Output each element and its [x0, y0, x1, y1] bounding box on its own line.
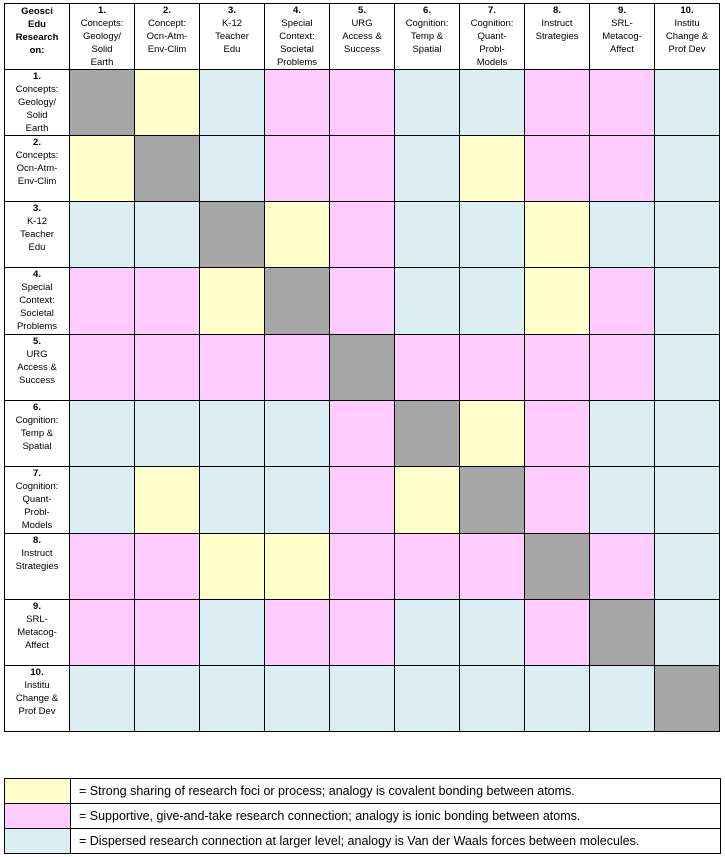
row-header-7	[5, 467, 70, 534]
matrix-cell-support	[135, 534, 200, 600]
matrix-cell-diag	[460, 467, 525, 534]
header-row	[5, 4, 720, 70]
column-header-label-line: Concept:	[147, 18, 187, 29]
column-header-label-line: Solid	[91, 44, 113, 55]
matrix-cell-disp	[655, 202, 720, 268]
legend-row	[5, 804, 721, 829]
column-header-number: 3.	[228, 5, 236, 16]
matrix-cell-disp	[70, 401, 135, 467]
matrix-cell-support	[525, 136, 590, 202]
legend-text-strong: = Strong sharing of research foci or process; analogy is covalent bonding between atoms.	[71, 779, 721, 804]
matrix-cell-disp	[655, 600, 720, 666]
matrix-row	[5, 70, 720, 136]
matrix-cell-disp	[655, 335, 720, 401]
matrix-cell-support	[265, 136, 330, 202]
matrix-cell-disp	[460, 202, 525, 268]
matrix-cell-diag	[395, 401, 460, 467]
matrix-cell-disp	[460, 268, 525, 335]
row-header-label-line: Spatial	[22, 441, 52, 452]
matrix-cell-disp	[135, 401, 200, 467]
matrix-cell-diag	[330, 335, 395, 401]
matrix-cell-disp	[460, 666, 525, 732]
corner-title-line: Edu	[28, 19, 46, 30]
row-header-label-line: Institu	[24, 680, 50, 691]
matrix-cell-diag	[265, 268, 330, 335]
matrix-cell-disp	[135, 666, 200, 732]
matrix-row	[5, 534, 720, 600]
legend-row	[5, 829, 721, 854]
column-header-label-line: Edu	[223, 44, 241, 55]
row-header-number: 3.	[33, 203, 41, 214]
column-header-5	[330, 4, 395, 70]
matrix-cell-disp	[655, 401, 720, 467]
column-header-label-line: Ocn-Atm-	[146, 31, 188, 42]
matrix-cell-support	[265, 70, 330, 136]
matrix-cell-support	[265, 335, 330, 401]
matrix-cell-disp	[590, 666, 655, 732]
column-header-label-line: Temp &	[410, 31, 444, 42]
matrix-cell-support	[330, 202, 395, 268]
column-header-label-line: Concepts:	[80, 18, 124, 29]
matrix-cell-disp	[200, 467, 265, 534]
matrix-cell-support	[330, 534, 395, 600]
row-header-label-line: Strategies	[15, 561, 59, 572]
row-header-label-line: Teacher	[20, 229, 54, 240]
matrix-cell-diag	[590, 600, 655, 666]
row-header-label-line: Success	[19, 375, 55, 386]
matrix-cell-support	[70, 335, 135, 401]
row-header-label-line: URG	[26, 349, 48, 360]
matrix-cell-disp	[135, 202, 200, 268]
column-header-label-line: Special	[281, 18, 313, 29]
matrix-cell-disp	[395, 666, 460, 732]
row-header-number: 10.	[30, 667, 44, 678]
row-header-label-line: Cognition:	[15, 481, 59, 492]
row-header-label-line: SRL-	[26, 614, 48, 625]
corner-title	[5, 4, 70, 70]
column-header-8	[525, 4, 590, 70]
column-header-label-line: Instruct	[541, 18, 573, 29]
matrix-cell-disp	[395, 202, 460, 268]
matrix-cell-disp	[590, 202, 655, 268]
row-header-9	[5, 600, 70, 666]
column-header-4	[265, 4, 330, 70]
matrix-cell-support	[395, 335, 460, 401]
column-header-label-line: Cognition:	[405, 18, 449, 29]
row-header-label-line: Ocn-Atm-	[16, 163, 58, 174]
matrix-cell-disp	[395, 268, 460, 335]
row-header-label-line: Context:	[19, 295, 55, 306]
matrix-cell-support	[590, 70, 655, 136]
matrix-row	[5, 335, 720, 401]
matrix-cell-strong	[200, 534, 265, 600]
column-header-label-line: Prof Dev	[668, 44, 706, 55]
matrix-cell-disp	[590, 467, 655, 534]
row-header-label-line: Instruct	[21, 548, 53, 559]
row-header-10	[5, 666, 70, 732]
column-header-label-line: SRL-	[611, 18, 633, 29]
column-header-3	[200, 4, 265, 70]
row-header-number: 1.	[33, 71, 41, 82]
column-header-number: 1.	[98, 5, 106, 16]
column-header-label-line: Env-Clim	[147, 44, 187, 55]
matrix-cell-disp	[330, 666, 395, 732]
matrix-cell-diag	[135, 136, 200, 202]
row-header-label-line: Edu	[28, 242, 46, 253]
matrix-cell-disp	[655, 70, 720, 136]
row-header-label-line: Solid	[26, 110, 48, 121]
row-header-number: 7.	[33, 468, 41, 479]
matrix-cell-support	[135, 600, 200, 666]
column-header-label-line: Quant-	[477, 31, 507, 42]
row-header-label-line: Probl-	[24, 507, 50, 518]
matrix-cell-disp	[70, 202, 135, 268]
matrix-cell-disp	[200, 70, 265, 136]
matrix-cell-disp	[655, 467, 720, 534]
matrix-cell-support	[330, 401, 395, 467]
column-header-label-line: Models	[476, 57, 508, 68]
row-header-4	[5, 268, 70, 335]
column-header-2	[135, 4, 200, 70]
row-header-label-line: K-12	[26, 216, 48, 227]
column-header-label-line: Societal	[280, 44, 314, 55]
column-header-label-line: Teacher	[215, 31, 249, 42]
color-legend	[4, 778, 721, 854]
matrix-row	[5, 401, 720, 467]
row-header-3	[5, 202, 70, 268]
matrix-cell-support	[265, 600, 330, 666]
matrix-cell-strong	[460, 136, 525, 202]
column-header-number: 9.	[618, 5, 626, 16]
column-header-number: 5.	[358, 5, 366, 16]
row-header-number: 2.	[33, 137, 41, 148]
research-matrix-table	[4, 3, 720, 732]
matrix-cell-support	[590, 268, 655, 335]
matrix-cell-disp	[655, 268, 720, 335]
column-header-7	[460, 4, 525, 70]
row-header-label-line: Concepts:	[15, 150, 59, 161]
matrix-cell-disp	[395, 136, 460, 202]
row-header-number: 9.	[33, 601, 41, 612]
corner-title-line: Geosci	[21, 6, 53, 17]
matrix-cell-disp	[200, 401, 265, 467]
matrix-cell-support	[330, 467, 395, 534]
column-header-number: 7.	[488, 5, 496, 16]
matrix-cell-support	[330, 136, 395, 202]
legend-swatch-disp	[5, 829, 71, 854]
matrix-cell-support	[460, 534, 525, 600]
matrix-cell-support	[200, 335, 265, 401]
row-header-number: 4.	[33, 269, 41, 280]
matrix-cell-disp	[70, 666, 135, 732]
column-header-label-line: Access &	[342, 31, 382, 42]
matrix-cell-disp	[265, 467, 330, 534]
row-header-label-line: Models	[21, 520, 53, 531]
matrix-cell-strong	[200, 268, 265, 335]
column-header-number: 6.	[423, 5, 431, 16]
column-header-label-line: Spatial	[412, 44, 442, 55]
legend-text-support: = Supportive, give-and-take research connection; analogy is ionic bonding between atoms.	[71, 804, 721, 829]
column-header-6	[395, 4, 460, 70]
column-header-number: 10.	[680, 5, 694, 16]
matrix-cell-disp	[460, 600, 525, 666]
column-header-number: 8.	[553, 5, 561, 16]
matrix-cell-support	[460, 335, 525, 401]
legend-text-disp: = Dispersed research connection at larger level; analogy is Van der Waals forces between molecules.	[71, 829, 721, 854]
legend-swatch-support	[5, 804, 71, 829]
matrix-cell-disp	[395, 600, 460, 666]
column-header-label-line: Context:	[279, 31, 315, 42]
column-header-label-line: Earth	[90, 57, 114, 68]
row-header-label-line: Earth	[25, 123, 49, 134]
column-header-label-line: Problems	[276, 57, 318, 68]
column-header-label-line: Cognition:	[470, 18, 514, 29]
column-header-label-line: Geology/	[82, 31, 122, 42]
row-header-label-line: Problems	[16, 321, 58, 332]
row-header-label-line: Societal	[20, 308, 54, 319]
row-header-label-line: Metacog-	[17, 627, 57, 638]
matrix-cell-disp	[655, 534, 720, 600]
row-header-label-line: Affect	[24, 640, 50, 651]
matrix-cell-support	[525, 600, 590, 666]
matrix-cell-disp	[265, 401, 330, 467]
column-header-10	[655, 4, 720, 70]
matrix-cell-strong	[525, 202, 590, 268]
matrix-cell-diag	[70, 70, 135, 136]
matrix-cell-disp	[460, 70, 525, 136]
row-header-label-line: Geology/	[17, 97, 57, 108]
column-header-number: 4.	[293, 5, 301, 16]
row-header-number: 6.	[33, 402, 41, 413]
matrix-cell-strong	[70, 136, 135, 202]
row-header-label-line: Env-Clim	[17, 176, 57, 187]
column-header-label-line: Change &	[665, 31, 709, 42]
column-header-9	[590, 4, 655, 70]
column-header-label-line: Institu	[674, 18, 700, 29]
matrix-cell-support	[525, 70, 590, 136]
matrix-row	[5, 666, 720, 732]
matrix-cell-disp	[655, 136, 720, 202]
matrix-cell-strong	[395, 467, 460, 534]
legend-row	[5, 779, 721, 804]
matrix-cell-disp	[200, 136, 265, 202]
matrix-cell-disp	[70, 467, 135, 534]
matrix-cell-strong	[265, 202, 330, 268]
column-header-label-line: Success	[344, 44, 380, 55]
matrix-cell-support	[135, 335, 200, 401]
matrix-cell-support	[525, 401, 590, 467]
column-header-1	[70, 4, 135, 70]
matrix-cell-diag	[525, 534, 590, 600]
matrix-cell-support	[330, 600, 395, 666]
row-header-label-line: Special	[21, 282, 53, 293]
matrix-cell-support	[70, 534, 135, 600]
matrix-row	[5, 202, 720, 268]
row-header-6	[5, 401, 70, 467]
column-header-label-line: Probl-	[479, 44, 505, 55]
row-header-5	[5, 335, 70, 401]
row-header-label-line: Cognition:	[15, 415, 59, 426]
matrix-cell-support	[590, 136, 655, 202]
matrix-cell-strong	[135, 467, 200, 534]
column-header-label-line: Strategies	[535, 31, 579, 42]
column-header-label-line: Affect	[609, 44, 635, 55]
row-header-number: 5.	[33, 336, 41, 347]
row-header-number: 8.	[33, 535, 41, 546]
matrix-row	[5, 136, 720, 202]
matrix-cell-support	[330, 70, 395, 136]
row-header-label-line: Quant-	[22, 494, 52, 505]
matrix-cell-support	[135, 268, 200, 335]
matrix-cell-strong	[265, 534, 330, 600]
row-header-label-line: Change &	[15, 693, 59, 704]
matrix-cell-support	[70, 268, 135, 335]
matrix-cell-disp	[525, 666, 590, 732]
matrix-cell-disp	[590, 401, 655, 467]
matrix-cell-support	[590, 335, 655, 401]
matrix-cell-support	[70, 600, 135, 666]
matrix-row	[5, 600, 720, 666]
column-header-number: 2.	[163, 5, 171, 16]
matrix-cell-strong	[460, 401, 525, 467]
matrix-cell-disp	[265, 666, 330, 732]
matrix-cell-support	[525, 335, 590, 401]
matrix-cell-diag	[200, 202, 265, 268]
matrix-cell-disp	[200, 600, 265, 666]
matrix-row	[5, 467, 720, 534]
row-header-8	[5, 534, 70, 600]
matrix-cell-diag	[655, 666, 720, 732]
column-header-label-line: Metacog-	[602, 31, 642, 42]
legend-swatch-strong	[5, 779, 71, 804]
column-header-label-line: URG	[351, 18, 373, 29]
matrix-row	[5, 268, 720, 335]
row-header-label-line: Concepts:	[15, 84, 59, 95]
matrix-cell-disp	[200, 666, 265, 732]
matrix-cell-support	[590, 534, 655, 600]
column-header-label-line: K-12	[221, 18, 243, 29]
matrix-cell-support	[330, 268, 395, 335]
row-header-1	[5, 70, 70, 136]
matrix-cell-strong	[525, 268, 590, 335]
corner-title-line: Research	[15, 32, 59, 43]
row-header-label-line: Access &	[17, 362, 57, 373]
row-header-label-line: Temp &	[20, 428, 54, 439]
row-header-2	[5, 136, 70, 202]
matrix-cell-disp	[395, 70, 460, 136]
matrix-cell-strong	[135, 70, 200, 136]
corner-title-line: on:	[29, 45, 45, 56]
matrix-cell-support	[525, 467, 590, 534]
matrix-cell-support	[395, 534, 460, 600]
row-header-label-line: Prof Dev	[18, 706, 56, 717]
